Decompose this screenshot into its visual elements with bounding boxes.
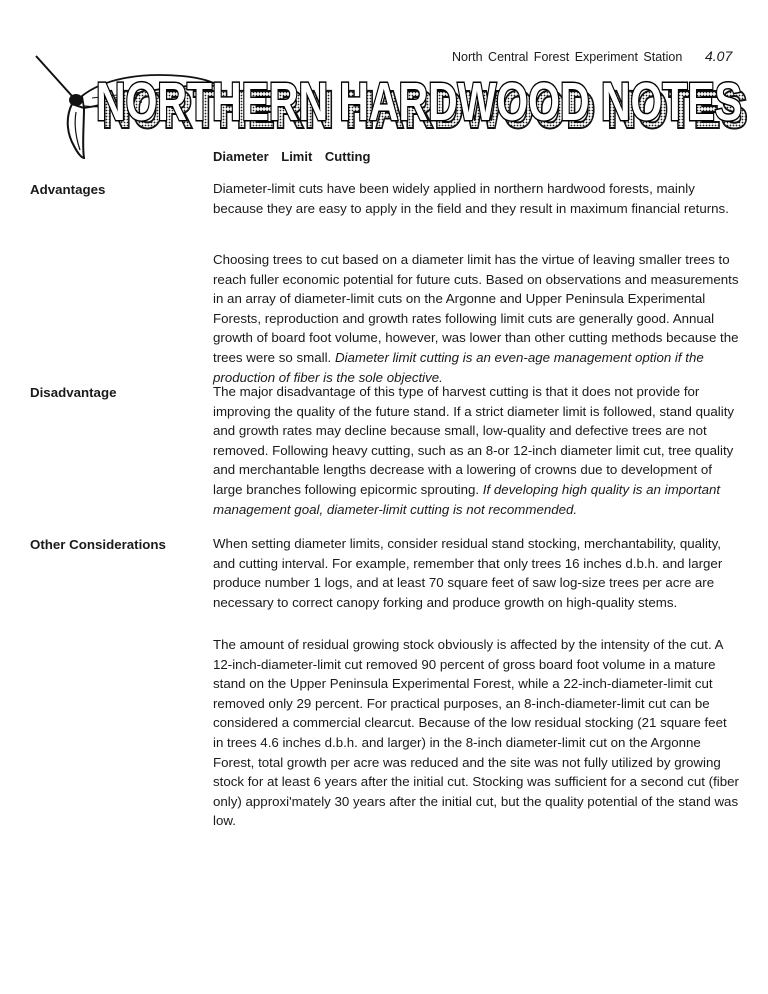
masthead-title: NORTHERN HARDWOOD NOTES — [96, 72, 742, 132]
other-paragraph-2 — [213, 635, 739, 831]
section-label-other-considerations: Other Considerations — [30, 537, 166, 552]
advantages-text-1: Diameter-limit cuts have been widely applied in northern hardwood forests, mainly because they are easy to apply in the field and they result in maximum financial returns. — [213, 181, 729, 216]
document-number: 4.07 — [705, 48, 733, 64]
advantages-text-2-body: Choosing trees to cut based on a diameter limit has the virtue of leaving smaller trees to reach fuller economic potential for future cuts. Based on observations and measurements in an array of diameter-limit cuts on the Argonne and Upper Peninsula Experimental Forests, reproduction and growth rates following limit cuts are generally good. Annual growth of board foot volume, however, was lower than other cutting methods because the trees were so small. — [213, 252, 739, 365]
advantages-text-2 — [213, 250, 739, 387]
advantages-text-2-emphasis: Diameter limit cutting is an even-age management option if the production of fiber is the sole objective. — [213, 349, 704, 385]
page-title: Diameter Limit Cutting — [213, 149, 371, 164]
section-label-advantages: Advantages — [30, 182, 106, 197]
disadvantage-text-emphasis: If developing high quality is an important management goal, diameter-limit cutting is not recommended. — [213, 481, 721, 517]
station-name: North Central Forest Experiment Station — [452, 50, 683, 64]
advantages-paragraph-2 — [213, 250, 739, 387]
other-text-2: The amount of residual growing stock obviously is affected by the intensity of the cut. A 12-inch-diameter-limit cut removed 90 percent of gross board foot volume in a mature stand on the Upper Peninsula Experimental Forest, while a 22-inch-diameter-limit cut removed only 29 percent. For practical purposes, an 8-inch-diameter-limit cut can be considered a commercial clearcut. Because of the low residual stocking (21 square feet in trees 4.6 inches d.b.h. and larger) in the 8-inch diameter-limit cut on the Argonne Forest, total growth per acre was reduced and the site was not fully utilized by growing stock for at least 6 years after the initial cut. Stocking was sufficient for a second cut (fiber only) approxi'mately 30 years after the initial cut, but the quality potential of the stand was low. — [213, 637, 739, 829]
disadvantage-text — [213, 382, 739, 519]
disadvantage-paragraph — [213, 382, 739, 519]
masthead-shadow: NORTHERN HARDWOOD NOTES — [102, 80, 748, 140]
advantages-paragraph-1 — [213, 179, 739, 218]
disadvantage-text-body: The major disadvantage of this type of harvest cutting is that it does not provide for improving the quality of the future stand. If a strict diameter limit is followed, stand quality and growth rates may decline because small, low-quality and defective trees are not removed. Following heavy cutting, such as an 8-or 12-inch diameter limit cut, tree quality and merchantable lengths decrease with a lowering of crowns due to development of large branches following epicormic sprouting. — [213, 384, 735, 497]
other-paragraph-1 — [213, 534, 739, 612]
other-text-1: When setting diameter limits, consider residual stand stocking, merchantability, quality, and cutting interval. For example, remember that only trees 16 inches d.b.h. and larger produce number 1 logs, and at least 70 square feet of saw log-size trees per acre are necessary to correct canopy forking and produce growth on high-quality stems. — [213, 536, 723, 610]
masthead — [96, 70, 756, 142]
section-label-disadvantage: Disadvantage — [30, 385, 117, 400]
